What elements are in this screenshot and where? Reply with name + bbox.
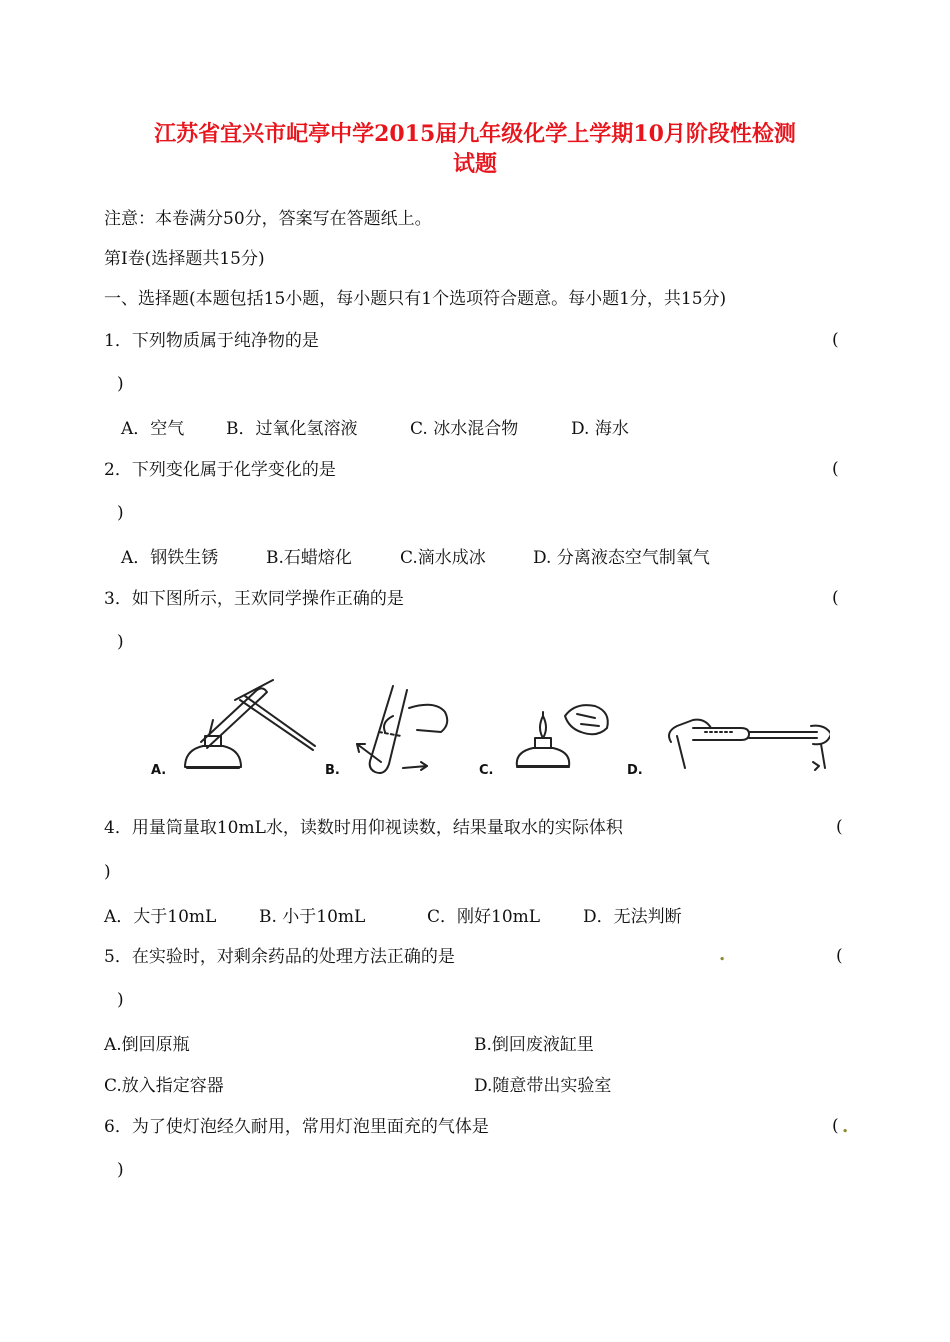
question-2-option-d: D. 分离液态空气制氧气 (533, 548, 710, 568)
question-2-option-c: C.滴水成冰 (400, 548, 486, 568)
question-4-option-c: C．刚好10mL (427, 907, 541, 927)
question-5-option-b: B.倒回废液缸里 (474, 1035, 594, 1055)
answer-paren-open: ( (832, 330, 839, 350)
figure-label-d: D. (627, 763, 643, 778)
lab-operations-illustration (145, 672, 830, 784)
answer-paren-close: ) (117, 503, 124, 523)
question-2-option-b: B.石蜡熔化 (266, 548, 352, 568)
question-3-stem: 3．如下图所示，王欢同学操作正确的是 (104, 589, 404, 609)
figure-d-test-tube-holder-icon (669, 720, 830, 770)
answer-paren-open: ( (836, 817, 843, 837)
exam-note: 注意：本卷满分50分，答案写在答题纸上。 (104, 209, 432, 229)
stray-dot-mark: . (842, 1116, 849, 1137)
question-6-stem: 6．为了使灯泡经久耐用，常用灯泡里面充的气体是 (104, 1117, 489, 1137)
question-5-option-c: C.放入指定容器 (104, 1076, 224, 1096)
answer-paren-open: ( (836, 946, 843, 966)
question-1-option-a: A．空气 (121, 419, 185, 439)
question-1-option-d: D. 海水 (571, 419, 629, 439)
document-title-line2: 试题 (452, 151, 497, 177)
answer-paren-close: ) (104, 862, 111, 882)
question-5-option-d: D.随意带出实验室 (474, 1076, 612, 1096)
figure-b-shaking-test-tube-icon (357, 686, 447, 773)
volume-heading: 第Ⅰ卷(选择题共15分) (104, 249, 265, 269)
question-4-option-b: B. 小于10mL (259, 907, 366, 927)
question-5-option-a: A.倒回原瓶 (104, 1035, 190, 1055)
question-4-stem: 4．用量筒量取10mL水，读数时用仰视读数，结果量取水的实际体积 (104, 818, 623, 838)
stray-dot-mark: . (719, 944, 726, 965)
question-5-stem: 5．在实验时，对剩余药品的处理方法正确的是 (104, 947, 455, 967)
question-4-option-d: D．无法判断 (583, 907, 682, 927)
answer-paren-open: ( (832, 588, 839, 608)
figure-c-lighting-lamp-icon (517, 705, 608, 767)
question-1-option-b: B．过氧化氢溶液 (226, 419, 358, 439)
question-3-figure (145, 672, 830, 784)
question-2-stem: 2．下列变化属于化学变化的是 (104, 460, 336, 480)
answer-paren-close: ) (117, 374, 124, 394)
question-4-option-a: A．大于10mL (104, 907, 217, 927)
figure-label-a: A. (151, 763, 167, 778)
question-2-option-a: A．钢铁生锈 (121, 548, 219, 568)
section-heading: 一、选择题(本题包括15小题，每小题只有1个选项符合题意。每小题1分，共15分) (104, 289, 727, 309)
question-1-stem: 1．下列物质属于纯净物的是 (104, 331, 319, 351)
answer-paren-open: ( (832, 1116, 839, 1136)
question-1-option-c: C. 冰水混合物 (410, 419, 519, 439)
figure-a-alcohol-lamp-icon (185, 680, 315, 768)
answer-paren-open: ( (832, 459, 839, 479)
figure-label-c: C. (479, 763, 494, 778)
answer-paren-close: ) (117, 990, 124, 1010)
figure-label-b: B. (325, 763, 340, 778)
answer-paren-close: ) (117, 1160, 124, 1180)
answer-paren-close: ) (117, 632, 124, 652)
document-title-line1: 江苏省宜兴市屺亭中学2015届九年级化学上学期10月阶段性检测 (154, 121, 796, 147)
